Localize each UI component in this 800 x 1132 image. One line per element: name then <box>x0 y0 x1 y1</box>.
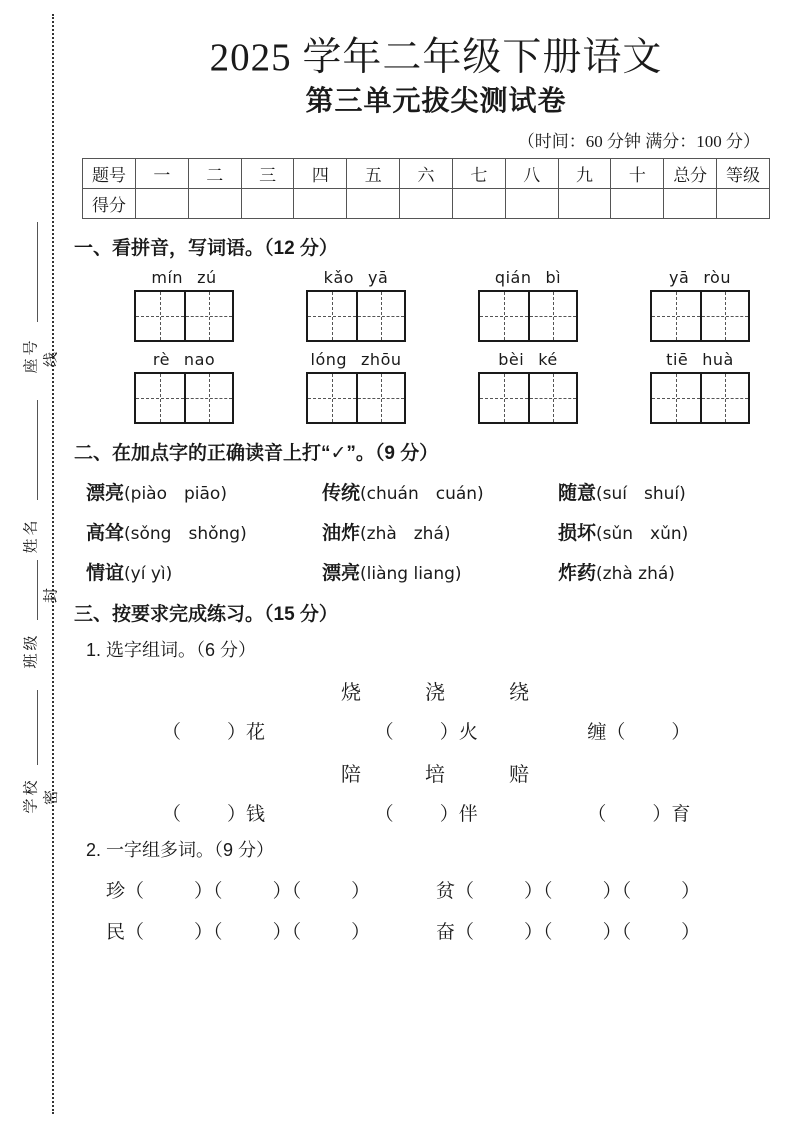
paren-close: ） <box>602 881 622 903</box>
choose-character-groups <box>72 676 800 826</box>
paren-close: ） <box>681 881 701 903</box>
fill-blank-suffix: ）钱 <box>227 804 266 826</box>
score-table-column-header: 等级 <box>717 159 770 189</box>
pronunciation-item[interactable] <box>558 518 794 545</box>
score-table-score-cell[interactable] <box>347 189 400 219</box>
score-table-score-cell[interactable] <box>611 189 664 219</box>
score-table-score-cell[interactable] <box>717 189 770 219</box>
paren-open: （ <box>543 881 553 903</box>
tianzige-cell[interactable] <box>356 292 404 340</box>
pinyin-label <box>151 268 216 287</box>
tianzige-cell[interactable] <box>480 374 528 422</box>
paren-open: （ <box>213 922 223 944</box>
score-table-row-label: 题号 <box>83 159 136 189</box>
tianzige-cell[interactable] <box>184 292 232 340</box>
tianzige-cell[interactable] <box>136 374 184 422</box>
section-three-sub-one-heading: 1. 选字组词。（6 分） <box>86 640 257 661</box>
pronunciation-word: 漂亮 <box>86 483 125 505</box>
page-subtitle: 第三单元拔尖测试卷 <box>305 84 567 116</box>
pronunciation-item[interactable] <box>558 478 794 505</box>
paren-open: （ <box>125 881 145 903</box>
field-rule-school <box>37 690 38 765</box>
pinyin-word-group <box>270 350 442 424</box>
pinyin-syllable: mín <box>151 268 184 288</box>
fill-blank-row <box>72 717 800 744</box>
pronunciation-word: 随意 <box>558 483 597 505</box>
score-table-column-header: 五 <box>347 159 400 189</box>
pronunciation-item[interactable] <box>86 478 322 505</box>
pinyin-syllable: huà <box>702 350 734 370</box>
multi-word-character: 奋 <box>436 922 456 944</box>
paren-close: ） <box>351 881 371 903</box>
score-table-score-cell[interactable] <box>188 189 241 219</box>
multi-word-row <box>72 917 800 944</box>
score-table <box>82 158 770 219</box>
paren-close: ） <box>681 922 701 944</box>
pinyin-label <box>495 268 561 287</box>
fill-blank-prefix: （ <box>374 722 394 744</box>
paren-close: ） <box>194 881 214 903</box>
pinyin-syllable: ké <box>538 350 558 370</box>
fill-blank-item[interactable] <box>587 799 800 826</box>
table-row <box>83 159 770 189</box>
pinyin-label <box>498 350 558 369</box>
pinyin-syllable: tiē <box>666 350 689 370</box>
tianzige-cell[interactable] <box>652 292 700 340</box>
paren-open: （ <box>291 881 302 903</box>
pinyin-syllable: yā <box>669 268 690 288</box>
pinyin-syllable: yā <box>368 268 389 288</box>
fill-blank-prefix: （ <box>587 804 607 826</box>
pinyin-syllable: nao <box>183 350 216 370</box>
tianzige-box-pair[interactable] <box>306 372 406 424</box>
paren-open: （ <box>125 922 145 944</box>
multi-word-item[interactable] <box>106 876 436 903</box>
tianzige-box-pair[interactable] <box>134 372 234 424</box>
seal-dotted-line <box>52 14 54 1114</box>
field-rule-class <box>37 560 38 620</box>
tianzige-cell[interactable] <box>700 292 748 340</box>
tianzige-box-pair[interactable] <box>306 290 406 342</box>
pronunciation-word: 漂亮 <box>322 563 361 585</box>
pronunciation-options[interactable]: (piào piāo) <box>124 484 227 505</box>
paren-open: （ <box>213 881 223 903</box>
pinyin-word-group <box>614 268 786 342</box>
pinyin-label <box>324 268 389 287</box>
fill-blank-item[interactable] <box>162 799 375 826</box>
tianzige-box-pair[interactable] <box>134 290 234 342</box>
pinyin-word-group <box>442 268 614 342</box>
seal-char-feng: 封 <box>42 588 60 604</box>
pronunciation-word: 情谊 <box>86 563 125 585</box>
pronunciation-options[interactable]: (yí yì) <box>124 564 173 585</box>
score-table-score-cell[interactable] <box>558 189 611 219</box>
fill-blank-prefix: （ <box>162 804 182 826</box>
paren-close: ） <box>272 922 292 944</box>
score-table-score-cell[interactable] <box>400 189 453 219</box>
paren-open: （ <box>455 881 475 903</box>
pinyin-word-group <box>98 268 270 342</box>
score-table-wrapper <box>82 158 790 219</box>
section-two-rows <box>72 478 800 585</box>
tianzige-cell[interactable] <box>528 292 576 340</box>
fill-blank-suffix: ）育 <box>652 804 691 826</box>
fill-blank-suffix: ）花 <box>227 722 266 744</box>
pronunciation-options[interactable]: (zhà zhá) <box>596 564 675 585</box>
field-rule-seat <box>37 222 38 322</box>
seal-char-xian: 线 <box>42 352 60 368</box>
pronunciation-row <box>72 518 800 545</box>
score-table-column-header: 六 <box>400 159 453 189</box>
field-label-seat: 座号 <box>22 337 40 374</box>
pronunciation-item[interactable] <box>322 478 558 505</box>
score-table-column-header: 八 <box>505 159 558 189</box>
tianzige-box-pair[interactable] <box>478 372 578 424</box>
paren-open: （ <box>621 881 632 903</box>
pinyin-syllable: bì <box>545 268 562 288</box>
seal-char-mi: 密 <box>42 790 60 806</box>
pronunciation-item[interactable] <box>86 518 322 545</box>
multi-word-item[interactable] <box>436 876 766 903</box>
tianzige-box-pair[interactable] <box>478 290 578 342</box>
score-table-row-label: 得分 <box>83 189 136 219</box>
pinyin-word-group <box>614 350 786 424</box>
pinyin-syllable: bèi <box>498 350 525 370</box>
field-label-name: 姓名 <box>22 517 40 554</box>
pinyin-label <box>666 350 734 369</box>
fill-blank-item[interactable] <box>375 717 588 744</box>
score-table-column-header: 九 <box>558 159 611 189</box>
multi-word-character: 贫 <box>436 881 456 903</box>
score-table-column-header: 总分 <box>664 159 717 189</box>
pronunciation-options[interactable]: (suí shuí) <box>596 484 686 505</box>
multi-word-row <box>72 876 800 903</box>
fill-blank-row <box>72 799 800 826</box>
field-rule-name <box>37 400 38 500</box>
pinyin-syllable: zú <box>197 268 217 288</box>
score-table-score-cell[interactable] <box>294 189 347 219</box>
fill-blank-prefix: （ <box>374 804 394 826</box>
section-three-sub-two-heading: 2. 一字组多词。（9 分） <box>86 840 275 861</box>
score-table-column-header: 一 <box>136 159 189 189</box>
pronunciation-item[interactable] <box>322 558 558 585</box>
score-table-score-cell[interactable] <box>136 189 189 219</box>
multi-word-character: 珍 <box>106 881 126 903</box>
pinyin-label <box>669 268 731 287</box>
multi-word-rows <box>72 876 800 944</box>
pronunciation-word: 高耸 <box>86 523 125 545</box>
score-table-column-header: 二 <box>188 159 241 189</box>
pronunciation-options[interactable]: (zhà zhá) <box>360 524 451 545</box>
paren-close: ） <box>194 922 214 944</box>
fill-blank-suffix: ）火 <box>439 722 478 744</box>
tianzige-box-pair[interactable] <box>650 290 750 342</box>
pronunciation-item[interactable] <box>558 558 794 585</box>
tianzige-cell[interactable] <box>308 292 356 340</box>
tianzige-cell[interactable] <box>480 292 528 340</box>
paren-close: ） <box>351 922 371 944</box>
tianzige-cell[interactable] <box>308 374 356 422</box>
fill-blank-suffix: ） <box>671 722 691 744</box>
exam-paper-body <box>72 0 800 1132</box>
fill-blank-prefix: 缠（ <box>587 722 626 744</box>
paren-open: （ <box>543 922 553 944</box>
tianzige-cell[interactable] <box>700 374 748 422</box>
field-label-class: 班级 <box>22 632 40 669</box>
paren-close: ） <box>524 922 544 944</box>
pronunciation-row <box>72 558 800 585</box>
candidate-character-set: 烧 浇 绕 <box>341 682 551 705</box>
pinyin-syllable: ròu <box>703 268 731 288</box>
pronunciation-word: 油炸 <box>322 523 361 545</box>
pinyin-word-group <box>270 268 442 342</box>
pronunciation-word: 传统 <box>322 483 361 505</box>
pronunciation-options[interactable]: (sǔn xǔn) <box>596 524 689 545</box>
pinyin-writing-row <box>72 350 800 424</box>
section-one-heading: 一、看拼音，写词语。（12 分） <box>74 238 338 260</box>
score-table-score-cell[interactable] <box>241 189 294 219</box>
tianzige-cell[interactable] <box>652 374 700 422</box>
fill-blank-item[interactable] <box>587 717 800 744</box>
score-table-score-cell[interactable] <box>505 189 558 219</box>
pronunciation-item[interactable] <box>322 518 558 545</box>
fill-blank-item[interactable] <box>162 717 375 744</box>
pinyin-syllable: zhōu <box>361 350 402 370</box>
pinyin-syllable: rè <box>152 350 170 370</box>
tianzige-box-pair[interactable] <box>650 372 750 424</box>
multi-word-item[interactable] <box>436 917 766 944</box>
tianzige-cell[interactable] <box>136 292 184 340</box>
multi-word-character: 民 <box>106 922 126 944</box>
paren-open: （ <box>621 922 632 944</box>
pinyin-word-group <box>442 350 614 424</box>
paren-close: ） <box>524 881 544 903</box>
pinyin-syllable: kǎo <box>323 268 355 288</box>
tianzige-cell[interactable] <box>356 374 404 422</box>
pinyin-label <box>311 350 402 369</box>
fill-blank-prefix: （ <box>162 722 182 744</box>
pinyin-syllable: lóng <box>310 350 348 370</box>
paren-close: ） <box>272 881 292 903</box>
pronunciation-row <box>72 478 800 505</box>
score-table-score-cell[interactable] <box>452 189 505 219</box>
section-one-rows <box>72 268 800 424</box>
score-table-score-cell[interactable] <box>664 189 717 219</box>
field-label-school: 学校 <box>22 777 40 814</box>
tianzige-cell[interactable] <box>528 374 576 422</box>
fill-blank-suffix: ）伴 <box>439 804 478 826</box>
score-table-column-header: 七 <box>452 159 505 189</box>
seal-binding-strip <box>0 0 72 1132</box>
exam-meta-info: （时间：60 分钟 满分：100 分） <box>517 132 760 152</box>
pronunciation-item[interactable] <box>86 558 322 585</box>
multi-word-item[interactable] <box>106 917 436 944</box>
score-table-column-header: 十 <box>611 159 664 189</box>
pronunciation-options[interactable]: (liàng liang) <box>360 564 462 585</box>
fill-blank-item[interactable] <box>375 799 588 826</box>
pinyin-word-group <box>98 350 270 424</box>
section-two-heading: 二、在加点字的正确读音上打“✓”。（9 分） <box>74 443 439 465</box>
score-table-column-header: 四 <box>294 159 347 189</box>
paren-open: （ <box>455 922 475 944</box>
table-row <box>83 189 770 219</box>
tianzige-cell[interactable] <box>184 374 232 422</box>
pronunciation-options[interactable]: (chuán cuán) <box>360 484 484 505</box>
page-title: 2025 学年二年级下册语文 <box>209 36 663 79</box>
pinyin-syllable: qián <box>494 268 532 288</box>
pinyin-label <box>153 350 215 369</box>
pronunciation-options[interactable]: (sǒng shǒng) <box>124 524 247 545</box>
score-table-column-header: 三 <box>241 159 294 189</box>
pronunciation-word: 炸药 <box>558 563 597 585</box>
section-three-heading: 三、按要求完成练习。（15 分） <box>74 604 338 626</box>
candidate-character-set: 陪 培 赔 <box>341 764 551 787</box>
paren-close: ） <box>602 922 622 944</box>
pinyin-writing-row <box>72 268 800 342</box>
paren-open: （ <box>291 922 302 944</box>
pronunciation-word: 损坏 <box>558 523 597 545</box>
